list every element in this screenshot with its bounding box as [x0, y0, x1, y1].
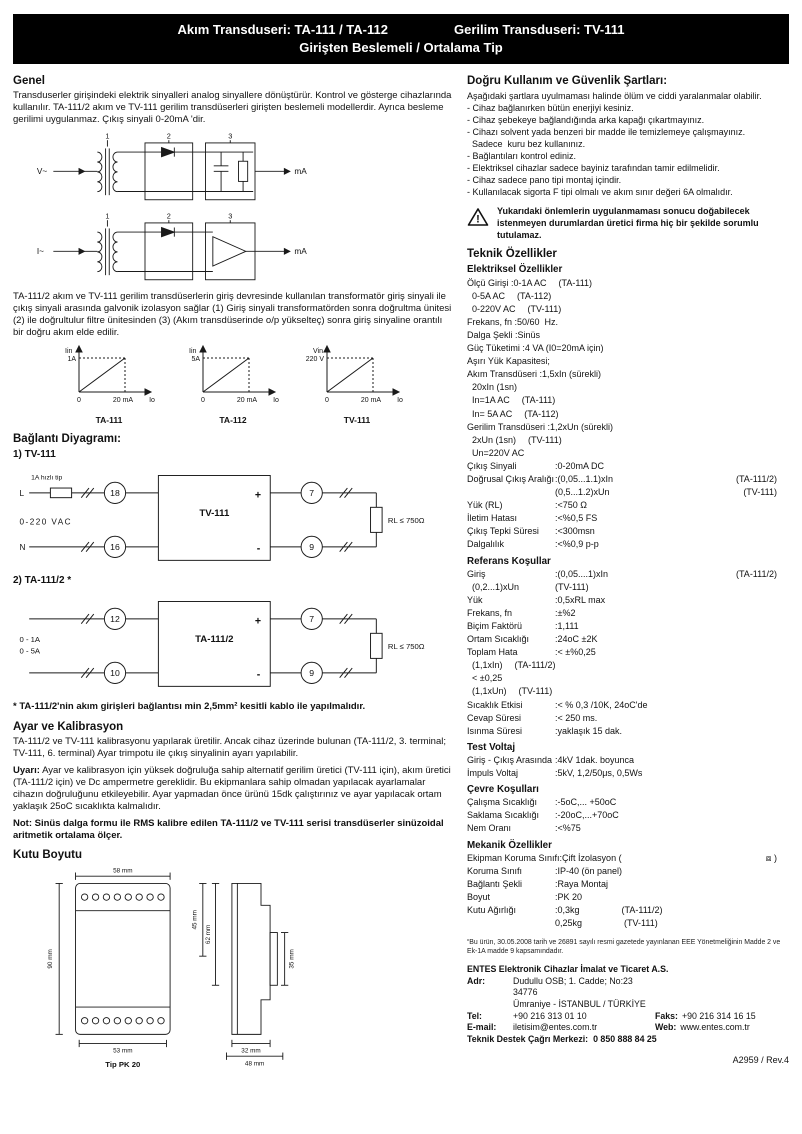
spec-row [467, 277, 777, 290]
spec-row [467, 607, 777, 620]
safety-item: - Kullanılacak sigorta F tipi olmalı ve akım sınır değeri 6A olmalıdır. [467, 187, 733, 198]
spec-value: :±%2 [555, 607, 576, 618]
x-axis-label: Io [149, 397, 155, 405]
spec-label: Dalgalılık [467, 539, 505, 550]
y-axis-label: Iin [189, 348, 197, 356]
uyari-label: Uyarı: [13, 764, 40, 776]
spec-model-note: (TA-111/2) [514, 660, 556, 671]
spec-label: Bağlantı Şekli [467, 878, 523, 889]
spec-value: :Çift İzolasyon ( [559, 852, 622, 863]
spec-label: Yük [467, 594, 483, 605]
y-max-label: 220 V [305, 356, 324, 364]
section-title-teknik: Teknik Özellikler [467, 248, 557, 261]
transfer-graphs [13, 344, 453, 425]
spec-label: Toplam Hata [467, 647, 518, 658]
spec-value: :0,5xRL max [555, 594, 606, 605]
spec-model-note: (TV-111) [527, 303, 562, 314]
safety-item: - Cihaz sadece pano tipi montaj içindir. [467, 175, 622, 186]
y-axis-label: Vin [313, 348, 323, 356]
spec-model-note: (TV-111) [518, 686, 553, 697]
wiring-diagram-tv111 [15, 462, 431, 570]
safety-item: - Bağlantıları kontrol ediniz. [467, 151, 577, 162]
spec-model-note: (TA-112) [517, 290, 552, 301]
section-title-kutu: Kutu Boyutu [13, 849, 82, 861]
spec-row [467, 646, 777, 659]
spec-label: 0-5A AC [472, 290, 506, 301]
spec-label: Frekans, fn [467, 607, 513, 618]
spec-row [467, 620, 777, 633]
spec-row [467, 672, 777, 685]
spec-model-note: (TA-112) [524, 408, 559, 419]
spec-row [467, 368, 777, 381]
spec-row [467, 381, 777, 394]
dim-depth-62: 62 mm [205, 924, 213, 945]
x-zero-label: 0 [325, 397, 329, 405]
spec-row [467, 499, 777, 512]
spec-label: Dalga Şekli :Sinüs [467, 329, 541, 340]
header-current-transducer-title: Akım Transduseri: TA-111 / TA-112 [177, 22, 388, 37]
cable-note: * TA-111/2'nin akım girişleri bağlantısı min 2,5mm² kesitli kablo ile yapılmalıdır. [13, 701, 366, 713]
circuit-output-label: mA [294, 167, 307, 177]
spec-label: Güç Tüketimi :4 VA (I0=20mA için) [467, 343, 604, 354]
spec-row [467, 741, 777, 754]
spec-label: Isınma Süresi [467, 725, 523, 736]
circuit-input-label: V~ [36, 167, 48, 177]
header-subtitle: Girişten Beslemeli / Ortalama Tip [299, 40, 503, 55]
section-title-safety: Doğru Kullanım ve Güvenlik Şartları: [467, 75, 668, 87]
spec-value: :24oC ±2K [555, 634, 598, 645]
spec-value: :PK 20 [555, 891, 583, 902]
block-number-3: 3 [228, 131, 233, 141]
plus-terminal: + [254, 490, 262, 503]
warning-triangle-icon [467, 207, 489, 227]
spec-row [467, 865, 777, 878]
spec-label: 0-220V AC [472, 303, 516, 314]
safety-item: - Elektriksel cihazlar sadece bayiniz tarafından tamir edilmelidir. [467, 163, 720, 174]
spec-label: Çıkış Tepki Süresi [467, 526, 539, 537]
spec-value: 0,25kg [555, 918, 583, 929]
spec-label: Biçim Faktörü [467, 621, 523, 632]
device-box-label: TV-111 [199, 508, 230, 520]
contact-key: Tel: [467, 1010, 482, 1021]
spec-label: Kutu Ağırlığı [467, 904, 517, 915]
circuit-input-label: I~ [36, 247, 44, 257]
spec-row [467, 421, 777, 434]
spec-value: :(0,05....1)xIn [555, 568, 609, 579]
spec-value: :0,3kg [555, 904, 580, 915]
spec-label: 2xUn (1sn) [472, 434, 517, 445]
spec-label: Giriş [467, 568, 486, 579]
spec-value: :4kV 1dak. boyunca [555, 754, 635, 765]
safety-item: Sadece kuru bez kullanınız. [467, 139, 586, 150]
graph-caption: TV-111 [343, 415, 371, 426]
dim-depth-32: 32 mm [241, 1047, 261, 1055]
safety-list [467, 90, 789, 198]
contact-value-2: +90 216 314 16 15 [681, 1010, 756, 1021]
spec-row [467, 525, 777, 538]
spec-label [467, 486, 555, 499]
spec-label: Test Voltaj [467, 741, 516, 753]
spec-row [467, 685, 777, 698]
spec-label: İmpuls Voltaj [467, 768, 519, 779]
line-n-label: N [19, 543, 26, 553]
spec-value: :<750 Ω [555, 500, 588, 511]
spec-row [467, 316, 777, 329]
contact-key: Teknik Destek Çağrı Merkezi: [467, 1033, 589, 1044]
spec-model-note: (TV-111) [624, 918, 658, 929]
spec-label: Ortam Sıcaklığı [467, 634, 530, 645]
y-max-label: 1A [67, 356, 76, 364]
spec-label: Mekanik Özellikler [467, 839, 552, 851]
spec-label: < ±0,25 [472, 673, 503, 684]
spec-label: Ölçü Girişi :0-1A AC [467, 277, 547, 288]
x-zero-label: 0 [77, 397, 81, 405]
spec-label: Cevap Süresi [467, 712, 522, 723]
spec-model-note: (TV-111) [743, 487, 777, 498]
spec-row [467, 394, 777, 407]
spec-row [467, 329, 777, 342]
minus-terminal: - [256, 669, 261, 682]
spec-row [467, 581, 777, 594]
spec-label: Aşırı Yük Kapasitesi; [467, 356, 550, 367]
spec-label: Boyut [467, 891, 491, 902]
company-contact-row [467, 1011, 789, 1023]
contact-value-2: www.entes.com.tr [680, 1022, 750, 1033]
warning-text: Yukarıdaki önlemlerin uygulanmaması sonucu doğabilecek istenmeyen durumlardan üretici firma hiç bir şekilde sorumlu tutulamaz. [497, 206, 759, 240]
circuit-output-label: mA [294, 247, 307, 257]
terminal-12: 12 [110, 614, 120, 625]
graph-plot [57, 344, 161, 410]
dim-depth-45: 45 mm [191, 910, 199, 930]
voltage-transducer-circuit-diagram [35, 131, 365, 208]
terminal-16: 16 [110, 542, 120, 553]
io-transfer-graph [305, 344, 409, 425]
warning-note [467, 206, 787, 241]
input-range-1a-label: 0 - 1A [19, 635, 41, 645]
block-number-3: 3 [228, 211, 233, 221]
spec-row [467, 486, 777, 499]
contact-value: 0 850 888 84 25 [593, 1033, 657, 1044]
spec-label: Giriş - Çıkış Arasında [467, 754, 553, 765]
spec-row [467, 796, 777, 809]
contact-value: iletisim@entes.com.tr [513, 1022, 598, 1033]
izolasyon-paragraph: TA-111/2 akım ve TV-111 gerilim transdüserlerin giriş devresinde kullanılan transformatör giriş sinyali ile çıkış sinyali arasında galvonik izolasyon sağlar (1) Giriş sinyali transformatörden sonra doğrultma ünitesi (2) ile doğrultulur filtre ünitesinden (3) (Akım transdüserinde o/p yükselteç) sonra giriş sinyaline orantılı bir doğru akım elde edilir. [13, 291, 452, 339]
spec-value: :0-20mA DC [555, 460, 605, 471]
spec-label: Doğrusal Çıkış Aralığı [467, 473, 555, 484]
spec-row [467, 263, 777, 276]
exclamation-mark: ! [476, 213, 480, 226]
x-zero-label: 0 [201, 397, 205, 405]
spec-value: (0,5...1.2)xUn [555, 487, 610, 498]
company-contact-row [467, 1022, 789, 1034]
load-resistor-label: RL ≤ 750Ω [387, 516, 425, 526]
company-name: ENTES Elektronik Cihazlar İmalat ve Ticaret A.S. [467, 964, 669, 975]
spec-value: :<%0,9 p-p [555, 539, 599, 550]
wiring-diagram-ta111-2 [15, 588, 431, 696]
spec-label: (1,1xIn) [472, 660, 503, 671]
dim-width-58: 58 mm [113, 867, 133, 875]
safety-item: Aşağıdaki şartlara uyulmaması halinde ölüm ve ciddi yaralanmalar olabilir. [467, 91, 762, 101]
dim-depth-48: 48 mm [244, 1060, 265, 1068]
not-paragraph: Not: Sinüs dalga formu ile RMS kalibre edilen TA-111/2 ve TV-111 serisi transdüserler sinüzoidal aritmetik ortalama ölçer. [13, 817, 444, 841]
spec-model-note: (TA-111/2) [735, 568, 777, 579]
contact-key-2: Faks: [655, 1010, 678, 1021]
spec-value: :(0,05...1.1)xIn [555, 473, 614, 484]
spec-label: In= 5A AC [472, 408, 513, 419]
x-axis-label: Io [273, 397, 279, 405]
spec-row [467, 408, 777, 421]
spec-row [467, 538, 777, 551]
spec-label [467, 917, 555, 930]
spec-row [467, 303, 777, 316]
company-contact-row [467, 1034, 789, 1046]
spec-value: :Raya Montaj [555, 878, 609, 889]
wiring2-title: 2) TA-111/2 * [13, 575, 72, 587]
spec-label: Nem Oranı [467, 823, 512, 834]
spec-label: Elektriksel Özellikler [467, 264, 563, 276]
spec-model-note: (TA-111/2) [735, 473, 777, 484]
spec-row [467, 460, 777, 473]
x-max-label: 20 mA [236, 397, 258, 405]
contact-key-2: Web: [655, 1022, 677, 1033]
block-number-1: 1 [105, 131, 110, 141]
spec-value: :IP-40 (ön panel) [555, 865, 623, 876]
wiring1-title: 1) TV-111 [13, 449, 56, 461]
spec-row [467, 891, 777, 904]
graph-plot [181, 344, 285, 410]
spec-row [467, 839, 777, 852]
contact-value: Dudullu OSB; 1. Cadde; No:23 34776 [513, 975, 633, 998]
right-column [467, 75, 789, 1071]
spec-model-note: (TA-111/2) [621, 904, 663, 915]
spec-value: :< % 0,3 /10K, 24oC'de [555, 699, 648, 710]
section-title-genel: Genel [13, 75, 45, 87]
spec-row [467, 878, 777, 891]
current-transducer-circuit-diagram [35, 211, 365, 288]
spec-label: Un=220V AC [472, 447, 525, 458]
spec-row [467, 633, 777, 646]
spec-value: :5kV, 1,2/50μs, 0,5Ws [555, 768, 643, 779]
enclosure-dimensions-drawing [41, 865, 341, 1071]
spec-label: Ekipman Koruma Sınıfı [467, 852, 560, 863]
graph-caption: TA-112 [219, 415, 247, 426]
spec-label: Sıcaklık Etkisi [467, 699, 523, 710]
company-contact-row [467, 999, 789, 1011]
plus-terminal: + [254, 616, 262, 629]
io-transfer-graph [57, 344, 161, 425]
line-l-label: L [19, 489, 25, 499]
spec-row [467, 852, 777, 865]
spec-row [467, 512, 777, 525]
block-number-1: 1 [105, 211, 110, 221]
load-resistor-label: RL ≤ 750Ω [387, 642, 425, 652]
device-box-label: TA-111/2 [195, 634, 234, 646]
spec-value: :< 250 ms. [555, 712, 598, 723]
company-info [467, 964, 789, 1045]
spec-label: Çıkış Sinyali [467, 460, 517, 471]
spec-model-note: (TA-111) [521, 395, 556, 406]
uyari-text: Ayar ve kalibrasyon için yüksek doğruluğa sahip alternatif gerilim üretici (TV-111 için), akım üretici (TA-111/2 için) ve Dc ampermetre gereklidir. Bu ekipmanlara sahip olmadan yapılacak ayarlamalar cihazın doğruluğunu etkileyebilir. Ayar yapmadan önce ürünü 15dk çalıştırınız ve ayar yapılacak ortam yaklaşık 25oC sıcaklıkta kalmalıdır. [13, 764, 451, 812]
company-contact-rows [467, 976, 789, 1046]
spec-model-note: (TA-111) [558, 277, 593, 288]
terminal-7: 7 [309, 488, 315, 499]
header-bar [13, 14, 789, 64]
spec-label: In=1A AC [472, 395, 510, 406]
x-max-label: 20 mA [360, 397, 382, 405]
graph-plot [305, 344, 409, 410]
spec-value: :< ±%0,25 [555, 647, 596, 658]
io-transfer-graph [181, 344, 285, 425]
spec-row [467, 355, 777, 368]
genel-paragraph: Transduserler girişindeki elektrik sinyalleri analog sinyallere dönüştürür. Kontrol ve gösterge cihazlarında kullanılır. TA-111/2 akım ve TV-111 gerilim transdüserleri girişten beslemeli modellerdir. Ayrıca besleme gerilimi uygulanmaz. Çıkış sinyali 0-20mA 'dir. [13, 90, 452, 126]
spec-row [467, 725, 777, 738]
spec-value: :<%75 [555, 823, 581, 834]
spec-row [467, 290, 777, 303]
spec-row [467, 568, 777, 581]
spec-value: :<%0,5 FS [555, 513, 598, 524]
graph-caption: TA-111 [95, 415, 123, 426]
spec-label: Akım Transdüseri :1,5xIn (sürekli) [467, 369, 602, 380]
contact-key: E-mail: [467, 1022, 497, 1033]
company-contact-row [467, 976, 789, 999]
terminal-9: 9 [309, 542, 315, 553]
spec-label: Referans Koşullar [467, 555, 551, 567]
input-range-5a-label: 0 - 5A [19, 647, 41, 657]
spec-label: Gerilim Transdüseri :1,2xUn (sürekli) [467, 421, 614, 432]
contact-key [467, 999, 513, 1011]
spec-row [467, 767, 777, 780]
header-voltage-transducer-title: Gerilim Transduseri: TV-111 [453, 22, 625, 37]
fuse-label: 1A hızlı tip [31, 474, 63, 482]
minus-terminal: - [256, 543, 261, 556]
spec-label: Çevre Koşulları [467, 784, 539, 796]
spec-label: 20xIn (1sn) [472, 382, 518, 393]
spec-model-note: ⧈ ) [765, 852, 777, 863]
spec-row [467, 917, 777, 930]
spec-row [467, 473, 777, 486]
spec-row [467, 822, 777, 835]
spec-value: (TV-111) [555, 581, 589, 592]
contact-value: +90 216 313 01 10 [513, 1010, 587, 1021]
spec-list [467, 263, 789, 930]
spec-value: :1,111 [555, 621, 579, 632]
spec-label: (0,2...1)xUn [472, 581, 520, 592]
spec-value: :yaklaşık 15 dak. [555, 725, 623, 736]
x-max-label: 20 mA [112, 397, 134, 405]
left-column [13, 75, 453, 1071]
input-range-label: 0-220 VAC [19, 518, 73, 528]
contact-key: Adr: [467, 975, 486, 986]
regulation-footnote: “Bu ürün, 30.05.2008 tarih ve 26891 sayılı resmi gazetede yayınlanan EEE Yönetmeliğinin Madde 2 ve Ek-1A madde 9 kapsamındadır. [467, 939, 781, 956]
spec-label: Koruma Sınıfı [467, 865, 523, 876]
block-number-2: 2 [166, 211, 171, 221]
safety-item: - Cihazı solvent yada benzeri bir madde ile temizlemeye çalışmayınız. [467, 127, 746, 138]
spec-row [467, 754, 777, 767]
spec-value: :<300msn [555, 526, 595, 537]
spec-row [467, 712, 777, 725]
section-title-ayar: Ayar ve Kalibrasyon [13, 720, 124, 733]
spec-row [467, 434, 777, 447]
spec-row [467, 783, 777, 796]
terminal-10: 10 [110, 668, 120, 679]
contact-value: Ümraniye - İSTANBUL / TÜRKİYE [513, 998, 646, 1009]
terminal-7: 7 [309, 614, 315, 625]
spec-row [467, 699, 777, 712]
x-axis-label: Io [397, 397, 403, 405]
spec-label: Yük (RL) [467, 500, 503, 511]
spec-row [467, 659, 777, 672]
header-line1 [23, 22, 779, 37]
y-axis-label: Iin [65, 348, 73, 356]
block-number-2: 2 [166, 131, 171, 141]
spec-row [467, 904, 777, 917]
spec-label: İletim Hatası [467, 513, 518, 524]
dim-height-90: 90 mm [46, 949, 54, 969]
safety-item: - Cihaz bağlanırken bütün enerjiyi kesiniz. [467, 103, 634, 114]
spec-row [467, 555, 777, 568]
spec-label: Saklama Sıcaklığı [467, 810, 540, 821]
spec-value: :-20oC,...+70oC [555, 810, 619, 821]
safety-item: - Cihaz şebekeye bağlandığında arka kapağı çıkartmayınız. [467, 115, 705, 126]
spec-label: Çalışma Sıcaklığı [467, 797, 538, 808]
spec-row [467, 447, 777, 460]
dim-width-53: 53 mm [113, 1047, 133, 1055]
spec-label: (1,1xUn) [472, 686, 507, 697]
spec-model-note: (TV-111) [528, 434, 562, 445]
ayar-paragraph: TA-111/2 ve TV-111 kalibrasyonu yapılarak üretilir. Ancak cihaz üzerinde bulunan (TA-111/2, 3. terminal; TV-111, 6. terminal) Ayar trimpotu ile çıkış sinyalinin ayarı yapılabilir. [13, 735, 447, 759]
dim-depth-35: 35 mm [288, 949, 296, 969]
y-max-label: 5A [191, 356, 200, 364]
spec-row [467, 342, 777, 355]
spec-row [467, 809, 777, 822]
terminal-18: 18 [110, 488, 120, 499]
spec-value: :-5oC,... +50oC [555, 797, 617, 808]
spec-label: Frekans, fn :50/60 Hz. [467, 316, 559, 327]
terminal-9: 9 [309, 668, 315, 679]
document-reference: A2959 / Rev.4 [732, 1055, 789, 1066]
uyari-paragraph [13, 765, 453, 813]
spec-row [467, 594, 777, 607]
section-title-baglanti: Bağlantı Diyagramı: [13, 433, 121, 446]
enclosure-type-label: Tip PK 20 [105, 1060, 141, 1070]
